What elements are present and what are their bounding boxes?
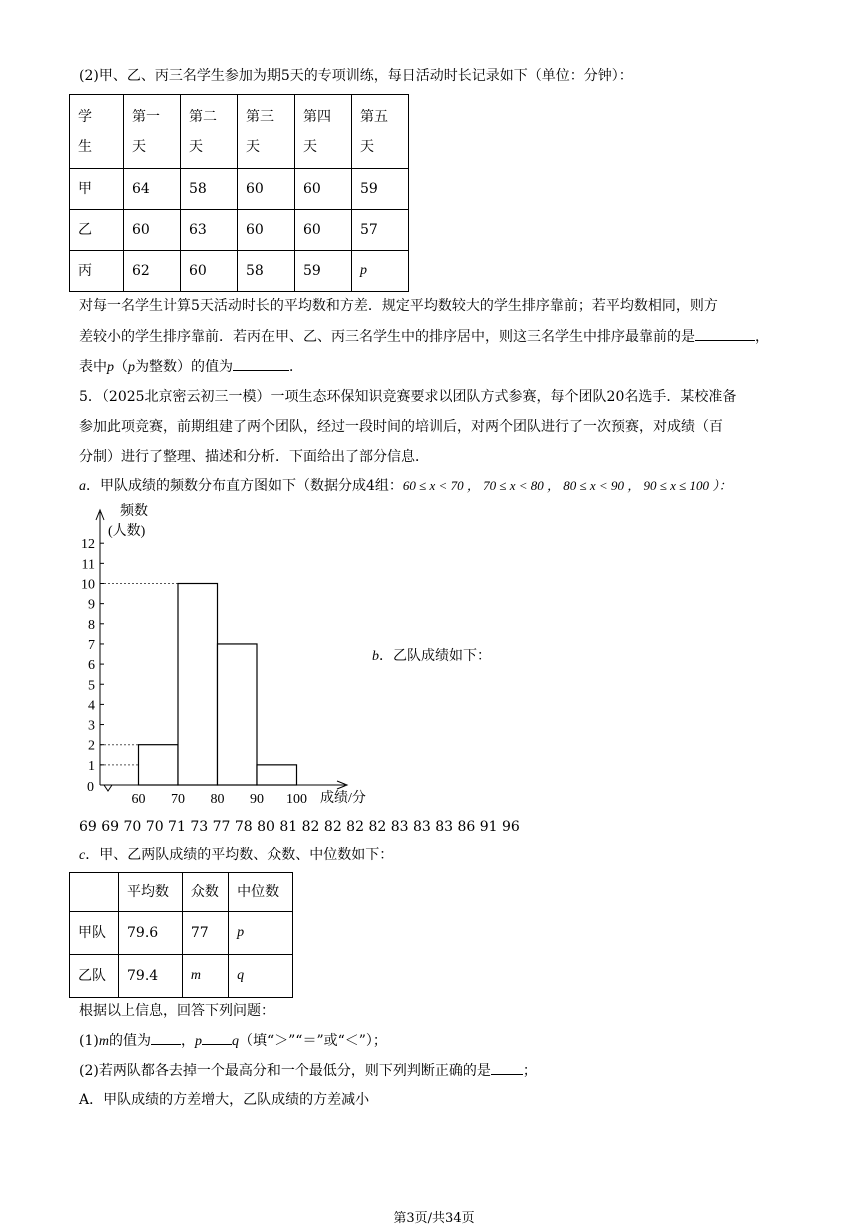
y-tick-label: 5 <box>88 678 95 694</box>
table-cell: 58 <box>181 169 238 210</box>
histogram-chart <box>70 500 390 812</box>
y-tick-label: 4 <box>88 698 95 714</box>
answer-blank[interactable] <box>695 326 755 341</box>
table-cell: 57 <box>352 210 409 251</box>
sub-question-1: (1)m的值为 ，p q（填“＞”“＝”或“＜”）； <box>79 1030 387 1052</box>
table-row <box>70 251 409 292</box>
y-tick-label: 12 <box>81 537 95 553</box>
y-tick-label: 9 <box>88 597 95 613</box>
team-b-scores: 69 69 70 70 71 73 77 78 80 81 82 82 82 82 83 83 83 86 91 96 <box>79 819 520 835</box>
answer-blank[interactable] <box>491 1060 523 1075</box>
y-tick-label: 7 <box>88 637 95 653</box>
table-cell: 甲队 <box>70 912 119 955</box>
question-5-line: 分制）进行了整理、描述和分析．下面给出了部分信息． <box>79 449 429 465</box>
table-cell: 77 <box>182 912 228 955</box>
table-header-cell: 中位数 <box>229 873 293 912</box>
x-tick-label: 90 <box>250 792 264 807</box>
sub-question-2: (2)若两队都各去掉一个最高分和一个最低分，则下列判断正确的是 ； <box>79 1060 537 1081</box>
y-tick-label: 3 <box>88 718 95 734</box>
info-a: a．甲队成绩的频数分布直方图如下（数据分成4组：60 ≤ x < 70 ， 70 ≤ x < 80 ， 80 ≤ x < 90 ， 90 ≤ x ≤ 100 ）： <box>79 478 732 494</box>
table-cell: 60 <box>295 210 352 251</box>
table-header-cell: 第一 天 <box>124 95 181 169</box>
y-tick-label: 11 <box>81 557 95 573</box>
y-tick-label: 2 <box>88 738 95 754</box>
table-cell: 60 <box>238 169 295 210</box>
table-cell: 60 <box>295 169 352 210</box>
y-tick-label: 6 <box>88 658 95 674</box>
table-header-cell: 第二 天 <box>181 95 238 169</box>
table-cell: 60 <box>181 251 238 292</box>
table-cell: q <box>229 955 293 998</box>
activity-table <box>69 94 409 292</box>
x-tick-label: 100 <box>286 792 307 807</box>
table-cell: 乙 <box>70 210 124 251</box>
x-tick-label: 80 <box>210 792 225 807</box>
table-cell: 62 <box>124 251 181 292</box>
table-cell: 79.6 <box>119 912 183 955</box>
table-row <box>70 210 409 251</box>
table-header-cell: 学 生 <box>70 95 124 169</box>
table-cell: 59 <box>295 251 352 292</box>
answer-blank[interactable] <box>233 356 289 371</box>
table-header-cell: 平均数 <box>119 873 183 912</box>
x-tick-label: 70 <box>171 792 185 807</box>
table-cell: m <box>182 955 228 998</box>
table-header-cell: 第四 天 <box>295 95 352 169</box>
table-row <box>70 873 293 912</box>
table-header-cell: 众数 <box>182 873 228 912</box>
histogram-bar <box>139 745 179 785</box>
question-5-line: 5．（2025北京密云初三一模）一项生态环保知识竞赛要求以团队方式参赛，每个团队20名选手．某校准备 <box>79 389 737 405</box>
y-tick-label: 1 <box>88 758 95 774</box>
option-a: A．甲队成绩的方差增大，乙队成绩的方差减小 <box>79 1092 370 1108</box>
y-tick-label: 8 <box>88 617 95 633</box>
answer-blank[interactable] <box>151 1030 181 1045</box>
y-axis-label: 频数 <box>120 504 148 519</box>
table-cell: 甲 <box>70 169 124 210</box>
info-b: b．乙队成绩如下： <box>372 648 491 664</box>
table-cell: 79.4 <box>119 955 183 998</box>
histogram-bar <box>178 584 218 786</box>
table-cell: p <box>229 912 293 955</box>
paragraph: 对每一名学生计算5天活动时长的平均数和方差．规定平均数较大的学生排序靠前；若平均数相同，则方 <box>79 298 718 314</box>
axis-break-icon <box>104 785 112 791</box>
table-cell: 59 <box>352 169 409 210</box>
y-tick-label: 0 <box>87 780 94 795</box>
table-header-cell <box>70 873 119 912</box>
page-footer: 第3页/共34页 <box>393 1211 475 1226</box>
table-cell: 63 <box>181 210 238 251</box>
table-row <box>70 912 293 955</box>
table-cell: 64 <box>124 169 181 210</box>
x-axis-label: 成绩/分 <box>320 791 366 806</box>
y-axis-label: (人数) <box>108 524 146 539</box>
question-5-line: 参加此项竞赛，前期组建了两个团队，经过一段时间的培训后，对两个团队进行了一次预赛，对成绩（百 <box>79 419 723 435</box>
x-tick-label: 60 <box>131 792 146 807</box>
info-c: c．甲、乙两队成绩的平均数、众数、中位数如下： <box>79 847 394 863</box>
table-row <box>70 955 293 998</box>
y-tick-label: 10 <box>81 577 95 593</box>
stats-table <box>69 872 293 998</box>
part2-intro: (2)甲、乙、丙三名学生参加为期5天的专项训练，每日活动时长记录如下（单位：分钟）： <box>79 68 633 84</box>
table-cell: 乙队 <box>70 955 119 998</box>
table-cell: 58 <box>238 251 295 292</box>
histogram-bar <box>257 765 297 785</box>
table-cell: p <box>352 251 409 292</box>
table-cell: 60 <box>238 210 295 251</box>
table-header-cell: 第三 天 <box>238 95 295 169</box>
paragraph: 差较小的学生排序靠前．若丙在甲、乙、丙三名学生中的排序居中，则这三名学生中排序最靠前的是 ， <box>79 326 769 347</box>
table-cell: 60 <box>124 210 181 251</box>
table-header-cell: 第五 天 <box>352 95 409 169</box>
table-row <box>70 169 409 210</box>
table-cell: 丙 <box>70 251 124 292</box>
histogram-bar <box>218 644 258 785</box>
paragraph: 表中p（p为整数）的值为 ． <box>79 356 303 378</box>
answer-blank[interactable] <box>202 1030 232 1045</box>
instruction: 根据以上信息，回答下列问题： <box>79 1003 275 1019</box>
